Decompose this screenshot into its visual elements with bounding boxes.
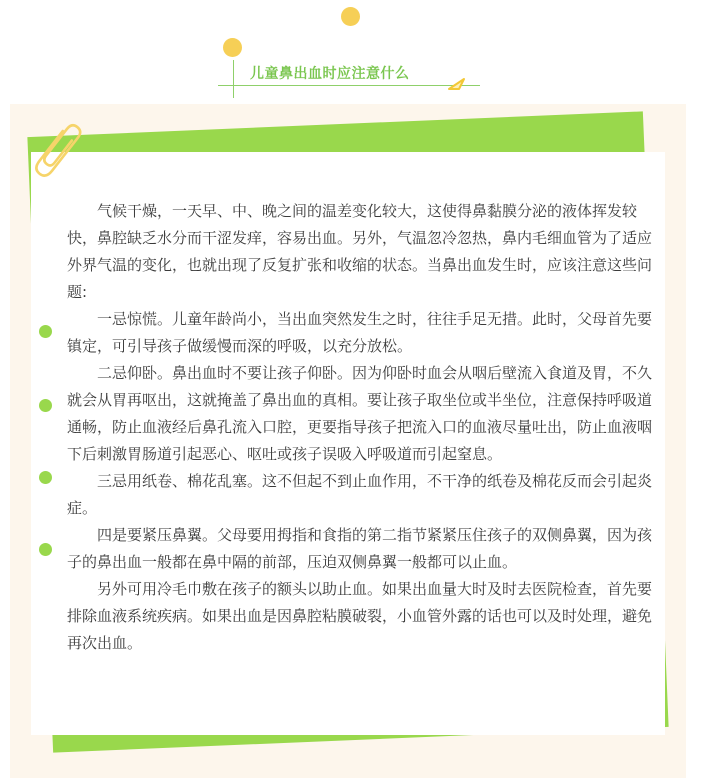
bullet-dot (39, 471, 52, 484)
paragraph-point-1: 一忌惊慌。儿童年龄尚小，当出血突然发生之时，往往手足无措。此时，父母首先要镇定，可引导孩子做缓慢而深的呼吸，以充分放松。 (67, 310, 653, 355)
page-title: 儿童鼻出血时应注意什么 (250, 66, 410, 82)
bullet-dot (39, 325, 52, 338)
paperclip-icon (26, 120, 82, 184)
article-body (67, 198, 659, 657)
title-banner (214, 57, 480, 99)
paragraph-intro: 气候干燥，一天早、中、晚之间的温差变化较大，这使得鼻黏膜分泌的液体挥发较快，鼻腔缺乏水分而干涩发痒，容易出血。另外，气温忽冷忽热，鼻内毛细血管为了适应外界气温的变化，也就出现了反复扩张和收缩的状态。当鼻出血发生时，应该注意这些问题: (67, 202, 653, 301)
title-underline (218, 85, 480, 86)
paragraph-closing: 另外可用冷毛巾敷在孩子的额头以助止血。如果出血量大时及时去医院检查，首先要排除血液系统疾病。如果出血是因鼻腔粘膜破裂，小血管外露的话也可以及时处理，避免再次出血。 (67, 580, 653, 652)
paragraph-point-3: 三忌用纸卷、棉花乱塞。这不但起不到止血作用，不干净的纸卷及棉花反而会引起炎症。 (67, 472, 653, 517)
bullet-dot (39, 543, 52, 556)
paragraph-point-2: 二忌仰卧。鼻出血时不要让孩子仰卧。因为仰卧时血会从咽后壁流入食道及胃，不久就会从胃再呕出，这就掩盖了鼻出血的真相。要让孩子取坐位或半坐位，注意保持呼吸道通畅，防止血液经后鼻孔流入口腔，更要指导孩子把流入口的血液尽量吐出，防止血液咽下后刺激胃肠道引起恶心、呕吐或孩子误吸入呼吸道而引起窒息。 (67, 364, 653, 463)
decor-dot-top (341, 7, 360, 26)
title-tick (233, 60, 234, 98)
bullet-dot (39, 399, 52, 412)
triangle-decoration-icon (447, 77, 467, 91)
decor-dot-left (223, 38, 242, 57)
paragraph-point-4: 四是要紧压鼻翼。父母要用拇指和食指的第二指节紧紧压住孩子的双侧鼻翼，因为孩子的鼻出血一般都在鼻中隔的前部，压迫双侧鼻翼一般都可以止血。 (67, 526, 653, 571)
